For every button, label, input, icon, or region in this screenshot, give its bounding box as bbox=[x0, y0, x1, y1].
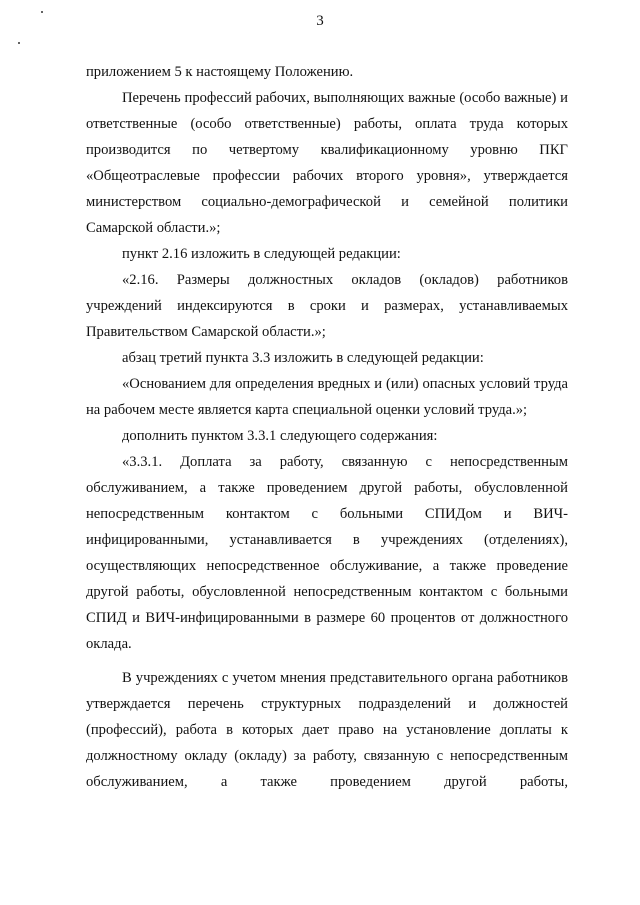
paragraph: «Основанием для определения вредных и (или) опасных условий труда на рабочем месте является карта специальной оценки условий труда.»; bbox=[86, 376, 568, 418]
paragraph: пункт 2.16 изложить в следующей редакции: bbox=[122, 246, 401, 262]
paragraph: В учреждениях с учетом мнения представительного органа работников утверждается перечень структурных подразделений и должностей (профессий), работа в которых дает право на установление доплаты к должностному окладу (окладу) за работу, связанную с непосредственным обслуживанием, а также проведением другой работы, bbox=[86, 670, 568, 790]
paragraph: приложением 5 к настоящему Положению. bbox=[86, 64, 354, 80]
paragraph: Перечень профессий рабочих, выполняющих важные (особо важные) и ответственные (особо ответственные) работы, оплата труда которых производится по четвертому квалификационному уровню ПКГ «Общеотраслевые профессии рабочих второго уровня», утверждается министерством социально-демографической и семейной политики Самарской области.»; bbox=[86, 90, 568, 236]
document-body bbox=[86, 59, 568, 795]
paragraph: абзац третий пункта 3.3 изложить в следующей редакции: bbox=[122, 350, 484, 366]
paragraph: «3.3.1. Доплата за работу, связанную с непосредственным обслуживанием, а также проведением другой работы, обусловленной непосредственным контактом с больными СПИДом и ВИЧ-инфицированными, устанавливается в учреждениях (отделениях), осуществляющих непосредственное обслуживание, а также проведение другой работы, обусловленной непосредственным контактом с больными СПИД и ВИЧ-инфицированными в размере 60 процентов от должностного оклада. bbox=[86, 454, 568, 652]
paragraph: дополнить пунктом 3.3.1 следующего содержания: bbox=[122, 428, 438, 444]
page-number: 3 bbox=[316, 13, 324, 29]
scan-mark-dot bbox=[18, 42, 20, 44]
paragraph: «2.16. Размеры должностных окладов (окладов) работников учреждений индексируются в сроки и размерах, устанавливаемых Правительством Самарской области.»; bbox=[86, 272, 568, 340]
